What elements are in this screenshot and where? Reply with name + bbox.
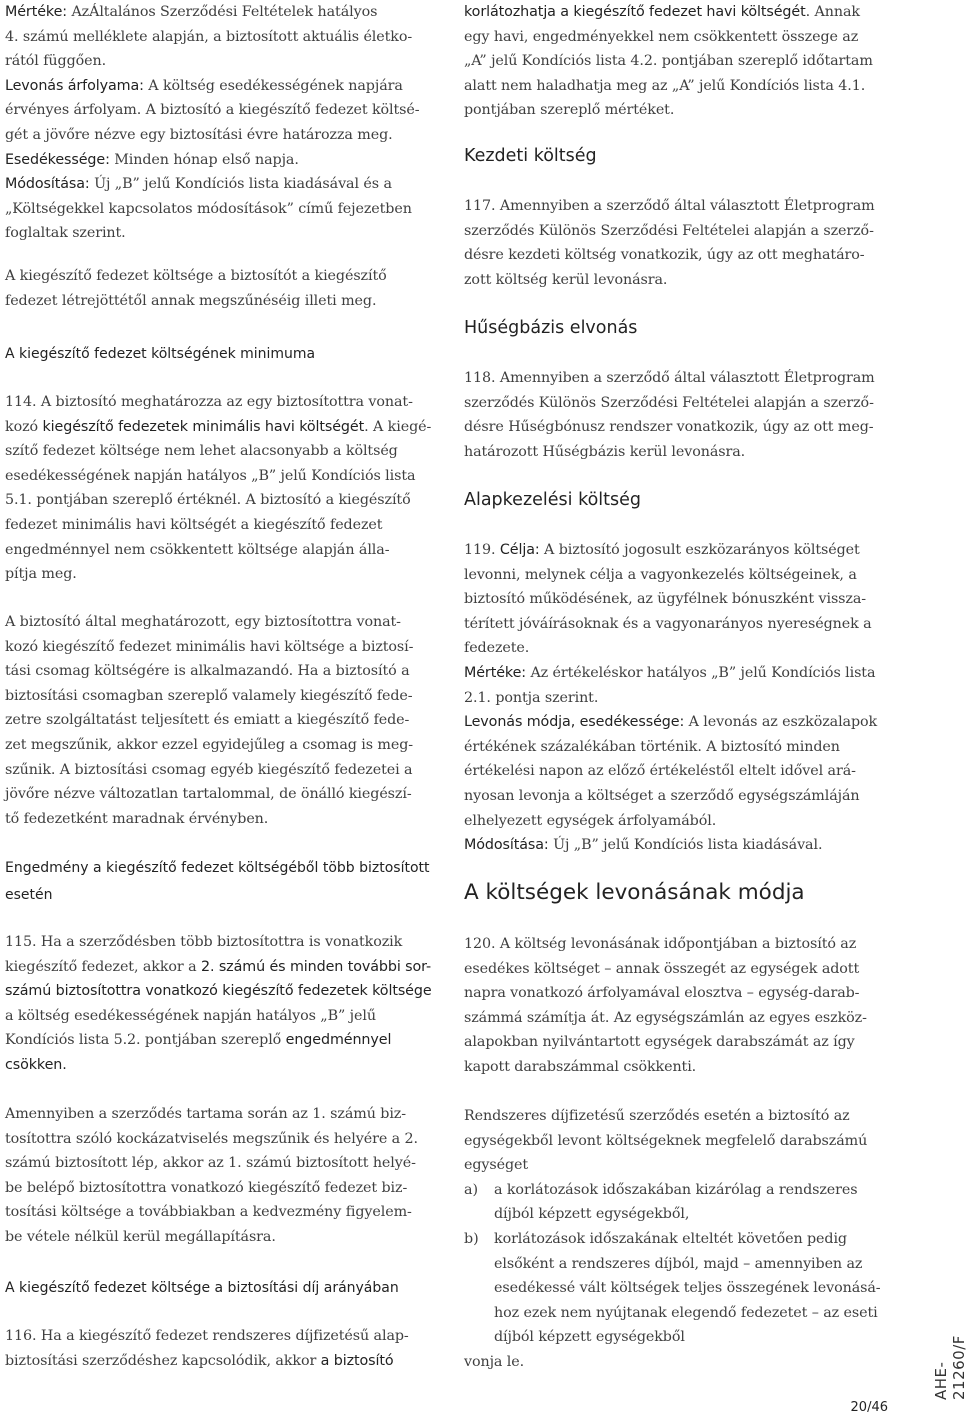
label-modositasa: Módosítása: <box>5 176 90 193</box>
label-esedekessege: Esedékessége: <box>5 151 110 168</box>
heading-discount-multiple-insured: Engedmény a kiegészítő fedezet költségéből több biztosított esetén <box>5 860 430 903</box>
paragraph-fee-due: A kiegészítő fedezet költsége a biztosítót a kiegészítő fedezet létrejöttétől annak megszűnéséig illeti meg. <box>5 268 387 309</box>
label-mertek: Mértéke: <box>5 4 67 20</box>
label-levonas-arfolyama: Levonás árfolyama: <box>5 77 144 94</box>
heading-cost-deduction-method: A költségek levonásának módja <box>464 880 805 905</box>
paragraph-116-continued: korlátozhatja a kiegészítő fedezet havi költségét. Annak egy havi, engedményekkel nem csökkentett összege az „A” jelű Kondíciós lista 4.2. pontjában szereplő időtartam alatt nem haladhatja meg az „A” jelű Kondíciós lista 4.1. pontjában szereplő mértéket. <box>464 4 873 119</box>
document-code: AHE-21260/F <box>932 1335 968 1400</box>
paragraph-115: 115. Ha a szerződésben több biztosítottra is vonatkozik kiegészítő fedezet, akkor a 2. számú és minden további sor- számú biztosítottra vonatkozó kiegészítő fedezetek költsége a költség esedékességének napján hatályos „B” jelű Kondíciós lista 5.2. pontjában szereplő engedménnyel csökken. <box>5 934 432 1073</box>
paragraph-119: 119. Célja: A biztosító jogosult eszközarányos költséget levonni, melynek célja a vagyonkezelés költségeinek, a biztosító működésének, az ügyfélnek bónuszként vissza- térített jóváírásoknak és a vagyonarányos nyereségnek a fedezete. Mértéke: Az értékeléskor hatályos „B” jelű Kondíciós lista 2.1. pontja szerint. Levonás módja, esedékessége: A levonás az eszközalapok értékének százalékában történik. A biztosító minden értékelési napon az előző értékeléstől eltelt idővel ará- nyosan levonja a költséget a szerződő egységszámláján elhelyezett egységek árfolyamából. Módosítása: Új „B” jelű Kondíciós lista kiadásával. <box>464 542 878 854</box>
heading-minimum-fee: A kiegészítő fedezet költségének minimuma <box>5 346 316 362</box>
paragraph-118: 118. Amennyiben a szerződő által választott Életprogram szerződés Különös Szerződési Feltételei alapján a szerző- désre Hűségbónusz rendszer vonatkozik, úgy az ott meg- határozott Hűségbázis kerül levonásra. <box>464 370 875 460</box>
page-number: 20/46 <box>850 1400 888 1415</box>
fee-measure-section: Mértéke: AzÁltalános Szerződési Feltételek hatályos 4. számú melléklete alapján, a biztosított aktuális életko- rától függően. Levonás árfolyama: A költség esedékességének napjára érvényes árfolyam. A biztosító a kiegészítő fedezet költsé- gét a jövőre nézve egy biztosítási évre határozza meg. Esedékessége: Minden hónap első napja. Módosítása: Új „B” jelű Kondíciós lista kiadásával és a „Költségekkel kapcsolatos módosítások” című fejezetben foglaltak szerint. <box>5 4 420 242</box>
paragraph-package-minimum: A biztosító által meghatározott, egy biztosítottra vonat- kozó kiegészítő fedezet minimális havi költsége a biztosí- tási csomag költségére is alkalmazandó. Ha a biztosító a biztosítási csomagban szereplő valamely kiegészítő fede- zetre szolgáltatást teljesített és emiatt a kiegészítő fede- zet megszűnik, akkor ezzel egyidejűleg a csomag is meg- szűnik. A biztosítási csomag egyéb kiegészítő fedezetei a jövőre nézve változatlan tartalommal, de önálló kiegészí- tő fedezetként maradnak érvényben. <box>5 614 414 827</box>
paragraph-114: 114. A biztosító meghatározza az egy biztosítottra vonat- kozó kiegészítő fedezetek minimális havi költségét. A kiegé- szítő fedezet költsége nem lehet alacsonyabb a költség esedékességének napján hatályos „B” jelű Kondíciós lista 5.1. pontjában szereplő értéknél. A biztosító a kiegészítő fedezet minimális havi költségét a kiegészítő fedezet engedménnyel nem csökkentett költsége alapján álla- pítja meg. <box>5 394 432 583</box>
heading-fee-proportional: A kiegészítő fedezet költsége a biztosítási díj arányában <box>5 1280 399 1296</box>
paragraph-116: 116. Ha a kiegészítő fedezet rendszeres díjfizetésű alap- biztosítási szerződéshez kapcsolódik, akkor a biztosító <box>5 1328 409 1369</box>
paragraph-replacement-insured: Amennyiben a szerződés tartama során az 1. számú biz- tosítottra szóló kockázatviselés megszűnik és helyére a 2. számú biztosított lép, akkor az 1. számú biztosított helyé- be belépő biztosítottra vonatkozó kiegészítő fedezet biz- tosítási költsége a továbbiakban a kedvezmény figyelem- be vétele nélkül kerül megállapításra. <box>5 1106 418 1245</box>
paragraph-regular-premium: Rendszeres díjfizetésű szerződés esetén a biztosító az egységekből levont költségeknek megfelelő darabszámú egységet a) a korlátozások időszakában kizárólag a rendszeres díjból képzett egységekből, b) korlátozások időszakának elteltét követően pedig elsőként a rendszeres díjból, majd – amennyiben az esedékessé vált költségek teljes összegének levonásá- hoz ezek nem nyújtanak elegendő fedezetet – az eseti díjból képzett egységekből vonja le. <box>464 1108 881 1370</box>
paragraph-117: 117. Amennyiben a szerződő által választott Életprogram szerződés Különös Szerződési Feltételei alapján a szerző- désre kezdeti költség vonatkozik, úgy az ott meghatáro- zott költség kerül levonásra. <box>464 198 875 288</box>
heading-initial-cost: Kezdeti költség <box>464 146 597 166</box>
list-item: b) korlátozások időszakának elteltét követően pedig elsőként a rendszeres díjból, majd – amennyiben az esedékessé vált költségek teljes összegének levonásá- hoz ezek nem nyújtanak elegendő fedezetet – az eseti díjból képzett egységekből <box>464 1230 881 1346</box>
list-item: a) a korlátozások időszakában kizárólag a rendszeres díjból képzett egységekből, <box>464 1181 858 1223</box>
heading-loyalty-base: Hűségbázis elvonás <box>464 318 638 338</box>
heading-fund-management-cost: Alapkezelési költség <box>464 490 641 510</box>
paragraph-120: 120. A költség levonásának időpontjában a biztosító az esedékes költséget – annak összegét az egységek adott napra vonatkozó árfolyamával elosztva – egység-darab- számmá számítja át. Az egységszámlán az egyes eszköz- alapokban nyilvántartott egységek darabszámát az így kapott darabszámmal csökkenti. <box>464 936 867 1075</box>
